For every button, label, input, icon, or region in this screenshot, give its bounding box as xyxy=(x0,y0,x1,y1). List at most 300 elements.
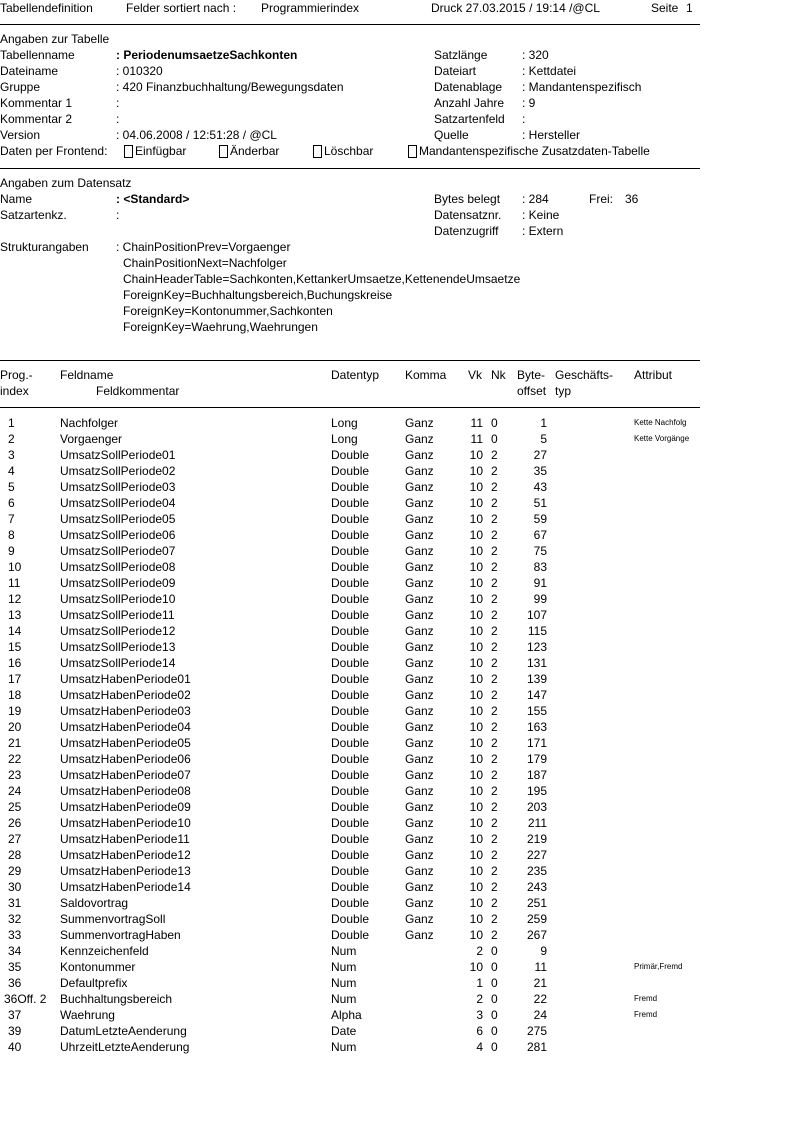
cell-index: 26 xyxy=(8,816,22,830)
cell-index: 39 xyxy=(8,1024,22,1038)
cell-vk: 10 xyxy=(469,832,483,846)
checkbox-icon xyxy=(219,145,228,158)
cell-index: 4 xyxy=(8,464,15,478)
cell-typ: Num xyxy=(331,960,357,974)
cell-offset: 195 xyxy=(526,784,547,798)
cell-vk: 10 xyxy=(469,912,483,926)
cell-nk: 2 xyxy=(491,704,498,718)
cell-nk: 2 xyxy=(491,688,498,702)
info-value: : 320 xyxy=(522,48,549,62)
cell-index: 19 xyxy=(8,704,22,718)
info-label: Satzlänge xyxy=(434,48,488,62)
cell-attr: Fremd xyxy=(634,994,658,1003)
col-prog: index xyxy=(0,384,29,398)
cell-index: 10 xyxy=(8,560,22,574)
cell-komma: Ganz xyxy=(405,672,434,686)
col-typ: Datentyp xyxy=(331,368,380,382)
cell-typ: Double xyxy=(331,848,370,862)
cell-name: UmsatzHabenPeriode13 xyxy=(60,864,191,878)
cell-komma: Ganz xyxy=(405,848,434,862)
cell-index: 9 xyxy=(8,544,15,558)
cell-vk: 10 xyxy=(469,560,483,574)
cell-offset: 51 xyxy=(533,496,547,510)
cell-vk: 4 xyxy=(476,1040,483,1054)
cell-typ: Double xyxy=(331,480,370,494)
sort-value: Programmierindex xyxy=(261,1,360,15)
cell-komma: Ganz xyxy=(405,800,434,814)
print-info: Druck 27.03.2015 / 19:14 /@CL xyxy=(431,1,600,15)
cell-komma: Ganz xyxy=(405,656,434,670)
cell-offset: 91 xyxy=(533,576,547,590)
cell-komma: Ganz xyxy=(405,864,434,878)
cell-typ: Double xyxy=(331,784,370,798)
checkbox-icon xyxy=(408,145,417,158)
cell-nk: 2 xyxy=(491,848,498,862)
cell-index: 22 xyxy=(8,752,22,766)
col-vk: Vk xyxy=(468,368,483,382)
cell-vk: 1 xyxy=(476,976,483,990)
cell-vk: 10 xyxy=(469,672,483,686)
cell-nk: 2 xyxy=(491,640,498,654)
cell-nk: 2 xyxy=(491,880,498,894)
cell-index: 5 xyxy=(8,480,15,494)
cell-offset: 243 xyxy=(526,880,547,894)
cell-index: 20 xyxy=(8,720,22,734)
checkbox-aenderbar[interactable] xyxy=(219,143,279,159)
cell-typ: Double xyxy=(331,864,370,878)
cell-name: UmsatzSollPeriode05 xyxy=(60,512,176,526)
cell-typ: Double xyxy=(331,464,370,478)
cell-name: UmsatzHabenPeriode01 xyxy=(60,672,191,686)
col-nk: Nk xyxy=(491,368,506,382)
cell-vk: 2 xyxy=(476,944,483,958)
frei-label: Frei: xyxy=(589,192,613,206)
cell-index: 28 xyxy=(8,848,22,862)
cell-nk: 2 xyxy=(491,752,498,766)
cell-nk: 2 xyxy=(491,544,498,558)
cell-offset: 115 xyxy=(527,624,547,638)
cell-offset: 275 xyxy=(526,1024,547,1038)
cell-index: 14 xyxy=(8,624,22,638)
cell-index: 33 xyxy=(8,928,22,942)
cell-name: SummenvortragHaben xyxy=(60,928,181,942)
cell-offset: 11 xyxy=(534,960,547,974)
cell-komma: Ganz xyxy=(405,624,434,638)
cell-typ: Num xyxy=(331,992,357,1006)
divider xyxy=(0,360,700,361)
cell-komma: Ganz xyxy=(405,720,434,734)
cell-vk: 10 xyxy=(469,496,483,510)
cell-nk: 2 xyxy=(491,528,498,542)
col-comment: Feldkommentar xyxy=(96,384,180,398)
cell-vk: 10 xyxy=(469,896,483,910)
cell-offset: 219 xyxy=(526,832,547,846)
cell-typ: Double xyxy=(331,576,370,590)
cell-offset: 75 xyxy=(533,544,547,558)
checkbox-label: Mandantenspezifische Zusatzdaten-Tabelle xyxy=(419,144,650,158)
cell-komma: Ganz xyxy=(405,912,434,926)
info-label: Gruppe xyxy=(0,80,41,94)
cell-offset: 281 xyxy=(526,1040,547,1054)
info-label: Datenablage xyxy=(434,80,503,94)
cell-name: Waehrung xyxy=(60,1008,115,1022)
cell-nk: 0 xyxy=(491,976,498,990)
info-label: Quelle xyxy=(434,128,469,142)
cell-nk: 2 xyxy=(491,512,498,526)
zugriff-value: : Extern xyxy=(522,224,564,238)
cell-vk: 10 xyxy=(469,928,483,942)
cell-typ: Double xyxy=(331,736,370,750)
checkbox-icon xyxy=(124,145,133,158)
cell-vk: 10 xyxy=(469,640,483,654)
datensatznr-value: : Keine xyxy=(522,208,560,222)
cell-nk: 2 xyxy=(491,816,498,830)
info-label: Version xyxy=(0,128,41,142)
col-attribut: Attribut xyxy=(634,368,673,382)
cell-name: UmsatzHabenPeriode10 xyxy=(60,816,191,830)
bytes-value: : 284 xyxy=(522,192,549,206)
cell-name: Saldovortrag xyxy=(60,896,129,910)
checkbox-einfuegbar[interactable] xyxy=(124,143,186,159)
cell-vk: 10 xyxy=(469,720,483,734)
cell-offset: 235 xyxy=(526,864,547,878)
cell-typ: Double xyxy=(331,816,370,830)
satzart-label: Satzartenkz. xyxy=(0,208,67,222)
frontend-label: Daten per Frontend: xyxy=(0,144,108,158)
cell-offset: 251 xyxy=(526,896,547,910)
cell-typ: Double xyxy=(331,704,370,718)
cell-typ: Alpha xyxy=(331,1008,362,1022)
cell-typ: Double xyxy=(331,832,370,846)
cell-vk: 10 xyxy=(469,448,483,462)
cell-offset: 107 xyxy=(526,608,547,622)
cell-typ: Long xyxy=(331,432,358,446)
cell-nk: 2 xyxy=(491,576,498,590)
cell-komma: Ganz xyxy=(405,608,434,622)
cell-name: UmsatzSollPeriode09 xyxy=(60,576,176,590)
cell-typ: Double xyxy=(331,448,370,462)
cell-komma: Ganz xyxy=(405,832,434,846)
col-geschaeftstyp: typ xyxy=(555,384,572,398)
cell-index: 23 xyxy=(8,768,22,782)
cell-typ: Double xyxy=(331,560,370,574)
cell-nk: 2 xyxy=(491,624,498,638)
cell-name: UmsatzSollPeriode01 xyxy=(60,448,176,462)
cell-index: 12 xyxy=(8,592,22,606)
cell-komma: Ganz xyxy=(405,784,434,798)
record-name-label: Name xyxy=(0,192,33,206)
struktur-line: ForeignKey=Kontonummer,Sachkonten xyxy=(123,304,333,318)
cell-nk: 2 xyxy=(491,464,498,478)
table-name-value: : PeriodenumsaetzeSachkonten xyxy=(116,48,298,62)
cell-nk: 2 xyxy=(491,480,498,494)
cell-attr: Kette Nachfolg xyxy=(634,418,687,427)
cell-komma: Ganz xyxy=(405,896,434,910)
cell-offset: 187 xyxy=(526,768,547,782)
cell-nk: 2 xyxy=(491,768,498,782)
cell-index: 27 xyxy=(8,832,22,846)
report-title: Tabellendefinition xyxy=(0,1,93,15)
cell-typ: Double xyxy=(331,752,370,766)
col-byte: offset xyxy=(517,384,547,398)
satzart-value: : xyxy=(116,208,120,222)
cell-vk: 10 xyxy=(469,480,483,494)
cell-index: 35 xyxy=(8,960,22,974)
cell-name: UmsatzSollPeriode08 xyxy=(60,560,176,574)
cell-komma: Ganz xyxy=(405,816,434,830)
cell-vk: 10 xyxy=(469,464,483,478)
cell-offset: 21 xyxy=(533,976,547,990)
cell-komma: Ganz xyxy=(405,880,434,894)
checkbox-loeschbar[interactable] xyxy=(313,143,373,159)
col-byte: Byte- xyxy=(517,368,546,382)
cell-nk: 2 xyxy=(491,896,498,910)
cell-vk: 10 xyxy=(469,576,483,590)
cell-komma: Ganz xyxy=(405,752,434,766)
cell-komma: Ganz xyxy=(405,432,434,446)
cell-name: SummenvortragSoll xyxy=(60,912,166,926)
info-value: : xyxy=(116,112,120,126)
info-value: : 010320 xyxy=(116,64,163,78)
cell-index: 31 xyxy=(8,896,22,910)
divider xyxy=(0,168,700,169)
divider xyxy=(0,407,700,408)
struktur-line: ForeignKey=Buchhaltungsbereich,Buchungskreise xyxy=(123,288,393,302)
cell-name: Buchhaltungsbereich xyxy=(60,992,173,1006)
cell-typ: Num xyxy=(331,976,357,990)
cell-komma: Ganz xyxy=(405,544,434,558)
cell-vk: 10 xyxy=(469,688,483,702)
cell-nk: 0 xyxy=(491,944,498,958)
cell-typ: Date xyxy=(331,1024,357,1038)
cell-index: 15 xyxy=(8,640,22,654)
record-name-value: : <Standard> xyxy=(116,192,190,206)
cell-vk: 10 xyxy=(469,816,483,830)
cell-offset: 5 xyxy=(540,432,547,446)
cell-name: UmsatzSollPeriode04 xyxy=(60,496,176,510)
cell-nk: 2 xyxy=(491,608,498,622)
cell-offset: 171 xyxy=(526,736,547,750)
checkbox-label: Einfügbar xyxy=(135,144,187,158)
cell-offset: 67 xyxy=(533,528,547,542)
cell-name: UmsatzHabenPeriode12 xyxy=(60,848,191,862)
cell-offset: 123 xyxy=(526,640,547,654)
cell-name: Kennzeichenfeld xyxy=(60,944,149,958)
cell-name: UmsatzHabenPeriode02 xyxy=(60,688,191,702)
cell-komma: Ganz xyxy=(405,704,434,718)
cell-vk: 10 xyxy=(469,768,483,782)
cell-name: UmsatzSollPeriode13 xyxy=(60,640,176,654)
cell-komma: Ganz xyxy=(405,480,434,494)
cell-index: 18 xyxy=(8,688,22,702)
info-label: Kommentar 2 xyxy=(0,112,73,126)
info-value: : xyxy=(522,112,526,126)
cell-typ: Long xyxy=(331,416,358,430)
cell-offset: 59 xyxy=(533,512,547,526)
checkbox-mandanten[interactable] xyxy=(408,143,650,159)
cell-komma: Ganz xyxy=(405,688,434,702)
cell-index: 2 xyxy=(8,432,15,446)
col-name: Feldname xyxy=(60,368,114,382)
cell-name: DatumLetzteAenderung xyxy=(60,1024,187,1038)
cell-typ: Double xyxy=(331,656,370,670)
cell-name: UmsatzHabenPeriode11 xyxy=(60,832,190,846)
cell-nk: 2 xyxy=(491,672,498,686)
cell-name: UmsatzHabenPeriode03 xyxy=(60,704,191,718)
cell-index: 30 xyxy=(8,880,22,894)
cell-typ: Double xyxy=(331,496,370,510)
checkbox-label: Änderbar xyxy=(230,144,280,158)
cell-typ: Double xyxy=(331,592,370,606)
col-komma: Komma xyxy=(405,368,447,382)
cell-vk: 10 xyxy=(469,512,483,526)
cell-typ: Double xyxy=(331,928,370,942)
cell-name: UmsatzSollPeriode07 xyxy=(60,544,176,558)
sort-label: Felder sortiert nach : xyxy=(126,1,237,15)
info-value: : xyxy=(116,96,120,110)
page-label: Seite xyxy=(651,1,679,15)
cell-nk: 2 xyxy=(491,592,498,606)
cell-index: 34 xyxy=(8,944,22,958)
cell-komma: Ganz xyxy=(405,640,434,654)
cell-nk: 0 xyxy=(491,416,498,430)
frei-value: 36 xyxy=(625,192,639,206)
cell-offset: 259 xyxy=(526,912,547,926)
cell-index: 21 xyxy=(8,736,22,750)
cell-attr: Primär,Fremd xyxy=(634,962,683,971)
cell-index: 1 xyxy=(8,416,15,430)
table-section-heading: Angaben zur Tabelle xyxy=(0,32,110,46)
cell-index: 24 xyxy=(8,784,22,798)
cell-offset: 43 xyxy=(533,480,547,494)
cell-offset: 139 xyxy=(526,672,547,686)
cell-vk: 10 xyxy=(469,848,483,862)
struktur-line: : ChainPositionPrev=Vorgaenger xyxy=(116,240,291,254)
cell-index: 37 xyxy=(8,1008,22,1022)
cell-name: Nachfolger xyxy=(60,416,119,430)
cell-vk: 3 xyxy=(476,1008,483,1022)
cell-vk: 10 xyxy=(469,624,483,638)
cell-name: UmsatzHabenPeriode08 xyxy=(60,784,191,798)
cell-typ: Double xyxy=(331,608,370,622)
info-value: : Kettdatei xyxy=(522,64,577,78)
cell-name: UmsatzHabenPeriode09 xyxy=(60,800,191,814)
page-number: 1 xyxy=(686,1,693,15)
cell-name: Kontonummer xyxy=(60,960,136,974)
cell-index: 36Off. 2 xyxy=(4,992,47,1006)
cell-offset: 99 xyxy=(533,592,547,606)
cell-typ: Double xyxy=(331,640,370,654)
info-label: Tabellenname xyxy=(0,48,75,62)
cell-komma: Ganz xyxy=(405,496,434,510)
struktur-line: ChainPositionNext=Nachfolger xyxy=(123,256,287,270)
cell-offset: 147 xyxy=(526,688,547,702)
cell-offset: 155 xyxy=(526,704,547,718)
divider xyxy=(0,24,700,25)
info-value: : Mandantenspezifisch xyxy=(522,80,642,94)
cell-nk: 2 xyxy=(491,560,498,574)
cell-name: UmsatzSollPeriode03 xyxy=(60,480,176,494)
cell-index: 32 xyxy=(8,912,22,926)
cell-nk: 2 xyxy=(491,912,498,926)
info-label: Kommentar 1 xyxy=(0,96,73,110)
info-value: : 04.06.2008 / 12:51:28 / @CL xyxy=(116,128,277,142)
cell-index: 17 xyxy=(8,672,22,686)
cell-komma: Ganz xyxy=(405,512,434,526)
struktur-label: Strukturangaben xyxy=(0,240,89,254)
cell-vk: 10 xyxy=(469,736,483,750)
cell-typ: Double xyxy=(331,768,370,782)
cell-nk: 0 xyxy=(491,1040,498,1054)
cell-typ: Double xyxy=(331,896,370,910)
cell-name: UmsatzSollPeriode12 xyxy=(60,624,176,638)
cell-nk: 0 xyxy=(491,1024,498,1038)
cell-vk: 10 xyxy=(469,656,483,670)
info-label: Anzahl Jahre xyxy=(434,96,505,110)
cell-typ: Double xyxy=(331,624,370,638)
cell-index: 11 xyxy=(8,576,21,590)
cell-index: 16 xyxy=(8,656,22,670)
col-prog: Prog.- xyxy=(0,368,33,382)
cell-name: Vorgaenger xyxy=(60,432,123,446)
info-value: : 420 Finanzbuchhaltung/Bewegungsdaten xyxy=(116,80,344,94)
cell-offset: 22 xyxy=(533,992,547,1006)
cell-typ: Num xyxy=(331,944,357,958)
cell-name: UmsatzSollPeriode06 xyxy=(60,528,176,542)
cell-nk: 2 xyxy=(491,784,498,798)
cell-nk: 0 xyxy=(491,992,498,1006)
cell-offset: 227 xyxy=(526,848,547,862)
zugriff-label: Datenzugriff xyxy=(434,224,499,238)
cell-offset: 131 xyxy=(526,656,547,670)
struktur-line: ChainHeaderTable=Sachkonten,KettankerUmsaetze,KettenendeUmsaetze xyxy=(123,272,521,286)
cell-name: Defaultprefix xyxy=(60,976,128,990)
cell-nk: 0 xyxy=(491,1008,498,1022)
struktur-line: ForeignKey=Waehrung,Waehrungen xyxy=(123,320,318,334)
cell-nk: 2 xyxy=(491,656,498,670)
cell-typ: Double xyxy=(331,512,370,526)
cell-typ: Double xyxy=(331,720,370,734)
cell-typ: Double xyxy=(331,528,370,542)
info-label: Dateiart xyxy=(434,64,477,78)
cell-nk: 2 xyxy=(491,832,498,846)
cell-index: 40 xyxy=(8,1040,22,1054)
cell-komma: Ganz xyxy=(405,560,434,574)
cell-nk: 2 xyxy=(491,736,498,750)
cell-vk: 10 xyxy=(469,784,483,798)
cell-offset: 24 xyxy=(533,1008,547,1022)
cell-typ: Double xyxy=(331,688,370,702)
cell-komma: Ganz xyxy=(405,576,434,590)
cell-name: UmsatzSollPeriode14 xyxy=(60,656,176,670)
bytes-label: Bytes belegt xyxy=(434,192,501,206)
cell-vk: 10 xyxy=(469,880,483,894)
cell-vk: 10 xyxy=(469,528,483,542)
cell-vk: 6 xyxy=(476,1024,483,1038)
cell-vk: 2 xyxy=(476,992,483,1006)
cell-index: 13 xyxy=(8,608,22,622)
cell-offset: 163 xyxy=(526,720,547,734)
cell-offset: 27 xyxy=(533,448,547,462)
cell-name: UmsatzSollPeriode10 xyxy=(60,592,176,606)
cell-offset: 83 xyxy=(533,560,547,574)
cell-komma: Ganz xyxy=(405,592,434,606)
cell-attr: Fremd xyxy=(634,1010,658,1019)
cell-vk: 10 xyxy=(469,864,483,878)
checkbox-icon xyxy=(313,145,322,158)
cell-index: 7 xyxy=(8,512,15,526)
cell-vk: 10 xyxy=(469,544,483,558)
